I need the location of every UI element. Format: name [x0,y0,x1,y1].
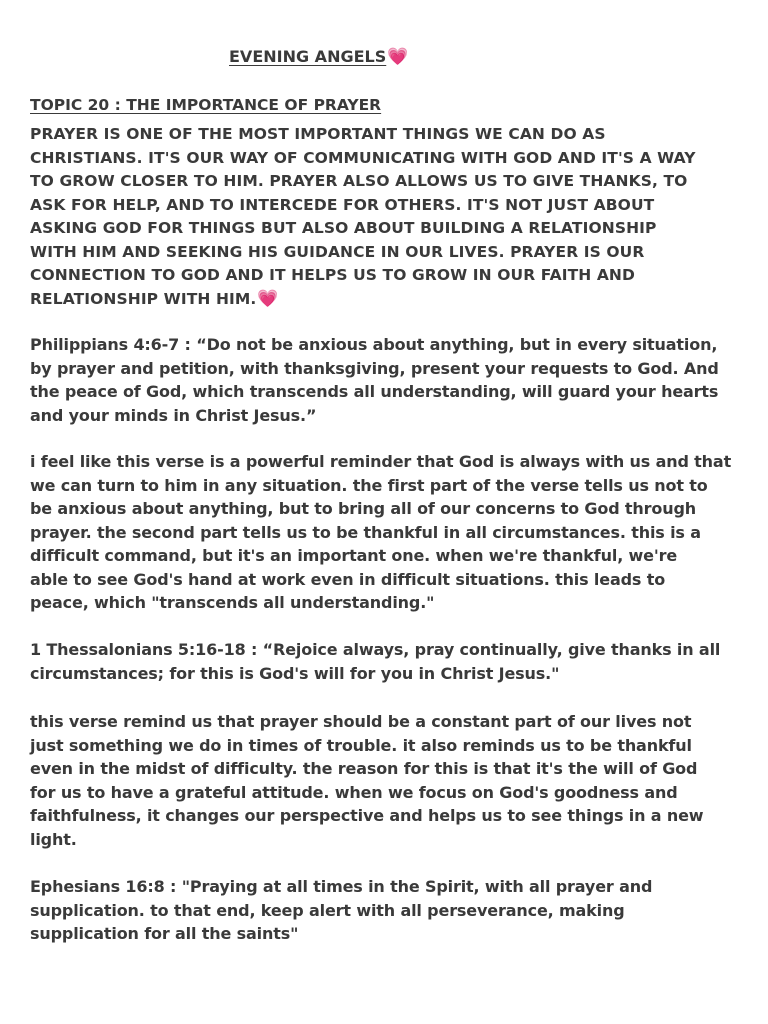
reflection-thessalonians [30,710,742,851]
intro-line: CHRISTIANS. IT'S OUR WAY OF COMMUNICATING WITH GOD AND IT'S A WAY [30,148,696,167]
verse-philippians [30,333,742,427]
reflection-line: prayer. the second part tells us to be thankful in all circumstances. this is a [30,522,701,542]
reflection-line: difficult command, but it's an important one. when we're thankful, we're [30,546,678,565]
heart-icon: 💗 [257,288,279,309]
reflection-line: able to see God's hand at work even in difficult situations. this leads to [30,569,666,589]
reflection-philippians [30,450,742,615]
intro-line: PRAYER IS ONE OF THE MOST IMPORTANT THINGS WE CAN DO AS [30,125,606,143]
intro-line: TO GROW CLOSER TO HIM. PRAYER ALSO ALLOWS US TO GIVE THANKS, TO [30,172,688,190]
verse-line: the peace of God, which transcends all understanding, will guard your hearts [30,382,719,401]
verse-line: circumstances; for this is God's will for you in Christ Jesus." [30,663,560,683]
intro-line: CONNECTION TO GOD AND IT HELPS US TO GROW IN OUR FAITH AND [30,266,635,284]
reflection-line: peace, which "transcends all understanding." [30,593,435,612]
verse-line: by prayer and petition, with thanksgiving, present your requests to God. And [30,358,719,378]
verse-line: 1 Thessalonians 5:16-18 : “Rejoice always, pray continually, give thanks in all [30,640,721,659]
reflection-line: we can turn to him in any situation. the first part of the verse tells us not to [30,475,708,495]
intro-line-last [30,288,742,312]
intro-paragraph [30,123,742,311]
intro-line: ASKING GOD FOR THINGS BUT ALSO ABOUT BUILDING A RELATIONSHIP [30,219,657,237]
verse-line: Ephesians 16:8 : "Praying at all times in the Spirit, with all prayer and [30,877,653,896]
verse-thessalonians [30,638,742,685]
reflection-line: be anxious about anything, but to bring all of our concerns to God through [30,499,697,518]
reflection-line: i feel like this verse is a powerful reminder that God is always with us and that [30,452,732,471]
heart-icon: 💗 [387,47,409,67]
intro-line: WITH HIM AND SEEKING HIS GUIDANCE IN OUR LIVES. PRAYER IS OUR [30,242,645,261]
intro-line: ASK FOR HELP, AND TO INTERCEDE FOR OTHERS. IT'S NOT JUST ABOUT [30,195,655,214]
verse-line: Philippians 4:6-7 : “Do not be anxious about anything, but in every situation, [30,335,718,354]
reflection-line: faithfulness, it changes our perspective and helps us to see things in a new [30,806,704,825]
title-text: EVENING ANGELS [229,47,387,66]
reflection-line: this verse remind us that prayer should be a constant part of our lives not [30,712,692,731]
reflection-line: just something we do in times of trouble. it also reminds us to be thankful [30,735,692,755]
verse-line: supplication. to that end, keep alert with all perseverance, making [30,900,625,920]
reflection-line: even in the midst of difficulty. the reason for this is that it's the will of God [30,759,698,778]
verse-ephesians [30,875,742,946]
reflection-line: light. [30,829,77,849]
verse-line: supplication for all the saints" [30,924,299,943]
intro-line-text: RELATIONSHIP WITH HIM. [30,289,257,308]
reflection-line: for us to have a grateful attitude. when we focus on God's goodness and [30,782,678,802]
document-title [229,47,408,67]
verse-line: and your minds in Christ Jesus.” [30,405,317,425]
topic-heading: TOPIC 20 : THE IMPORTANCE OF PRAYER [30,96,382,114]
